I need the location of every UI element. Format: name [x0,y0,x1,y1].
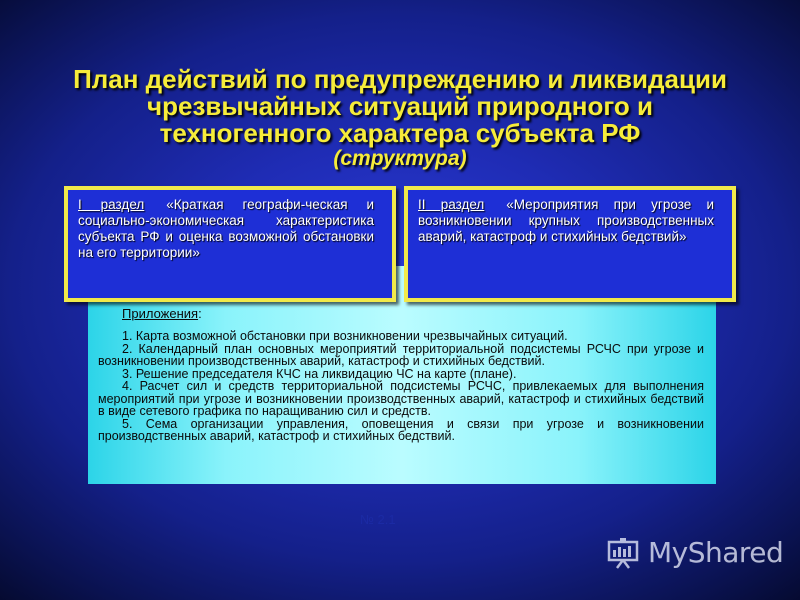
section-1-box [64,186,396,302]
appendix-heading-text: Приложения [122,306,199,321]
section-2-label: II раздел [418,197,485,212]
page-mark: № 2.1 [360,512,396,527]
section-2-text [418,197,714,245]
appendix-item: 5. Сема организации управления, оповещения и связи при угрозе и возникновении производственных аварий, катастроф и стихийных бедствий. [98,416,704,443]
section-2-box [404,186,736,302]
presentation-board-icon [606,536,640,570]
title-line-2: чрезвычайных ситуаций природного и [147,91,653,121]
appendix-item: 3. Решение председателя КЧС на ликвидацию ЧС на карте (плане). [122,366,517,381]
appendix-heading [122,306,202,321]
section-1-text [78,197,374,261]
title-line-3: техногенного характера субъекта РФ [159,118,641,148]
appendix-item: 2. Календарный план основных мероприятий территориальной подсистемы РСЧС при угрозе и возникновении производственных аварий, катастроф и стихийных бедствий. [98,341,704,368]
appendix-item: 4. Расчет сил и средств территориальной подсистемы РСЧС, привлекаемых для выполнения мероприятий при угрозе и возникновении производственных аварий, катастроф и стихийных бедствий в виде сетевого графика по наращиванию сил и средств. [98,379,704,418]
title-subtitle: (структура) [333,147,467,170]
appendix-item: 1. Карта возможной обстановки при возникновении чрезвычайных ситуаций. [122,329,568,343]
appendix-heading-colon: : [198,306,202,321]
logo-text: MyShared [648,536,784,569]
title-line-1: План действий по предупреждению и ликвидации [73,64,727,94]
section-2-description: «Мероприятия при угрозе и возникновении крупных производственных аварий, катастроф и стихийных бедствий» [418,197,714,244]
slide-title [40,66,760,171]
myshared-logo[interactable] [606,536,786,572]
section-1-label: I раздел [78,197,145,212]
appendix-list [98,330,704,443]
section-1-description: «Краткая географи-ческая и социально-экономическая характеристика субъекта РФ и оценка возможной обстановки на его территории» [78,197,374,260]
